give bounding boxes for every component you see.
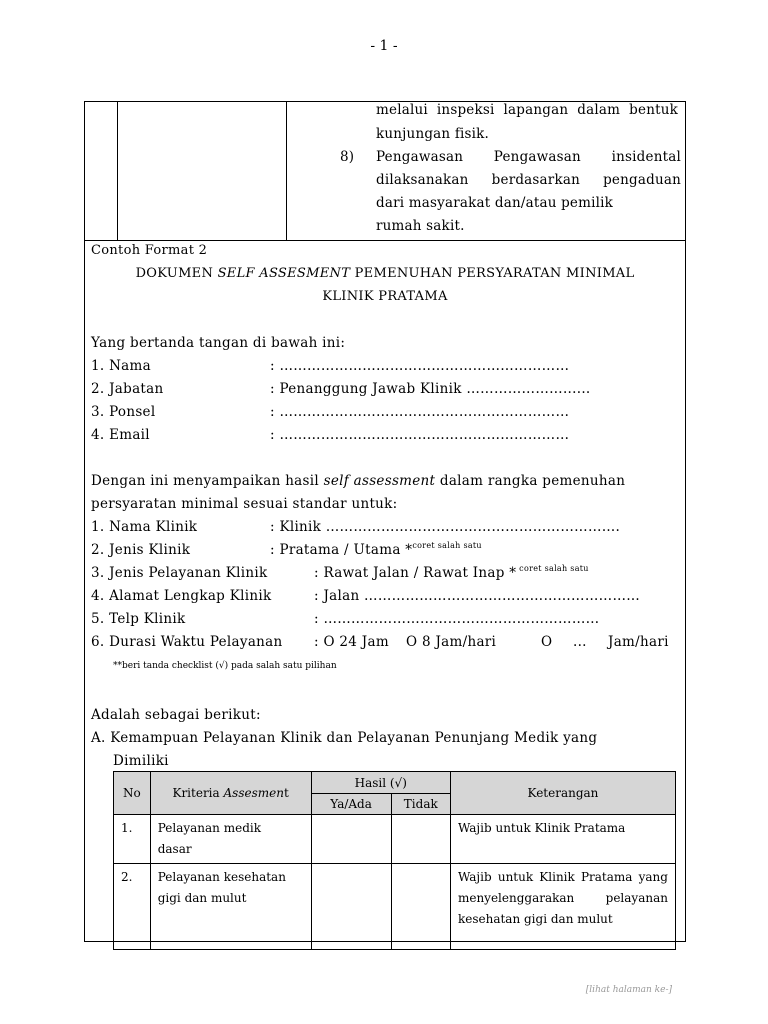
clinic-pelayanan-label: 3. Jenis Pelayanan Klinik (91, 565, 268, 581)
header-no: No (114, 772, 151, 815)
title-part-2: PEMENUHAN PERSYARATAN MINIMAL (350, 266, 635, 281)
clinic-alamat-label: 4. Alamat Lengkap Klinik (91, 588, 272, 604)
section-a-title-line-1: A. Kemampuan Pelayanan Klinik dan Pelayanan Penunjang Medik yang (91, 730, 598, 746)
frame-left-border (84, 101, 85, 942)
header-kriteria-part-2: t (283, 786, 289, 800)
table-row (114, 815, 676, 864)
item-8-number: 8) (340, 149, 355, 165)
header-ya-ada: Ya/Ada (311, 794, 391, 815)
document-title (84, 266, 686, 281)
durasi-option-24: : O 24 Jam (314, 634, 389, 650)
field-nama-label: 1. Nama (91, 358, 151, 374)
header-hasil: Hasil (√) (311, 772, 450, 794)
field-jabatan-value: : Penanggung Jawab Klinik …………………...... (270, 381, 591, 397)
footer-note: [lihat halaman ke-] (585, 985, 672, 995)
signer-intro: Yang bertanda tangan di bawah ini: (91, 335, 346, 351)
section-a-title-line-2: Dimiliki (113, 753, 169, 769)
document-subtitle: KLINIK PRATAMA (322, 289, 448, 304)
header-kriteria-italic: Assesmen (223, 786, 284, 800)
statement-part-1: Dengan ini menyampaikan hasil (91, 473, 324, 489)
frame-right-border (685, 101, 686, 942)
continuation-line-1: melalui inspeksi lapangan dalam bentuk (376, 102, 678, 118)
frame-col-divider-1 (117, 101, 118, 241)
item-8-line-4: rumah sakit. (376, 218, 465, 234)
row-2-no (114, 864, 151, 950)
row-1-kriteria (150, 815, 311, 864)
clinic-jenis-note: coret salah satu (412, 541, 482, 550)
clinic-pelayanan-options: : Rawat Jalan / Rawat Inap * (314, 565, 517, 581)
row-1-ya-cell[interactable] (311, 815, 391, 864)
row-1-keterangan (450, 815, 675, 864)
clinic-alamat-value: : Jalan …………………………………………………… (314, 588, 641, 604)
clinic-pelayanan-note: coret salah satu (516, 564, 589, 573)
row-1-kriteria-text: Pelayanan medik dasar (157, 821, 261, 856)
criteria-table (113, 771, 676, 950)
statement-italic: self assessment (323, 473, 436, 489)
header-tidak: Tidak (391, 794, 450, 815)
durasi-option-other-marker: O (541, 634, 553, 650)
format-label: Contoh Format 2 (91, 243, 208, 258)
clinic-nama-label: 1. Nama Klinik (91, 519, 198, 535)
header-kriteria-part-1: Kriteria (172, 786, 224, 800)
statement-part-2: dalam rangka pemenuhan (435, 473, 626, 489)
clinic-durasi-label: 6. Durasi Waktu Pelayanan (91, 634, 283, 650)
field-nama-value: : ……………………………………………………… (270, 358, 570, 374)
row-1-no (114, 815, 151, 864)
row-2-ya-cell[interactable] (311, 864, 391, 950)
item-8-line-3: dari masyarakat dan/atau pemilik (376, 195, 614, 211)
clinic-jenis-options: : Pratama / Utama * (270, 542, 413, 558)
table-row (114, 864, 676, 950)
field-ponsel-value: : ……………………………………………………… (270, 404, 570, 420)
clinic-pelayanan-value (314, 565, 589, 581)
row-1-keterangan-text: Wajib untuk Klinik Pratama (457, 821, 626, 835)
durasi-option-other-unit: Jam/hari (608, 634, 669, 650)
item-8-line-1: Pengawasan Pengawasan insidental (376, 149, 681, 165)
durasi-option-8: O 8 Jam/hari (406, 634, 497, 650)
clinic-nama-value: : Klinik ………………………………………………………. (270, 519, 621, 535)
field-email-value: : ……………………………………………………… (270, 427, 570, 443)
row-2-keterangan-text: Wajib untuk Klinik Pratama yang menyelenggarakan pelayanan kesehatan gigi dan mulut (457, 870, 668, 926)
row-1-tidak-cell[interactable] (391, 815, 450, 864)
row-2-keterangan (450, 864, 675, 950)
statement-line-1 (91, 473, 625, 489)
header-keterangan: Keterangan (450, 772, 675, 815)
row-2-kriteria-text: Pelayanan kesehatan gigi dan mulut (157, 870, 286, 905)
page-number: - 1 - (370, 38, 398, 54)
title-part-1: DOKUMEN (135, 266, 218, 281)
frame-col-divider-2 (286, 101, 287, 241)
clinic-telp-value: : …………………………………………………… (314, 611, 600, 627)
title-italic: SELF ASSESMENT (217, 266, 351, 281)
row-1-no-text: 1. (121, 821, 133, 835)
field-ponsel-label: 3. Ponsel (91, 404, 156, 420)
field-jabatan-label: 2. Jabatan (91, 381, 164, 397)
item-8-line-2: dilaksanakan berdasarkan pengaduan (376, 172, 681, 188)
continuation-line-2: kunjungan fisik. (376, 126, 490, 142)
row-2-tidak-cell[interactable] (391, 864, 450, 950)
clinic-jenis-label: 2. Jenis Klinik (91, 542, 191, 558)
frame-row-divider (84, 240, 686, 241)
row-2-kriteria (150, 864, 311, 950)
clinic-jenis-value (270, 542, 482, 558)
statement-line-2: persyaratan minimal sesuai standar untuk: (91, 496, 398, 512)
field-email-label: 4. Email (91, 427, 150, 443)
following-intro: Adalah sebagai berikut: (91, 707, 261, 723)
header-kriteria (150, 772, 311, 815)
row-2-no-text: 2. (121, 870, 133, 884)
clinic-telp-label: 5. Telp Klinik (91, 611, 186, 627)
durasi-option-other-blank: ... (573, 634, 587, 650)
checklist-note: **beri tanda checklist (√) pada salah satu pilihan (113, 661, 337, 671)
